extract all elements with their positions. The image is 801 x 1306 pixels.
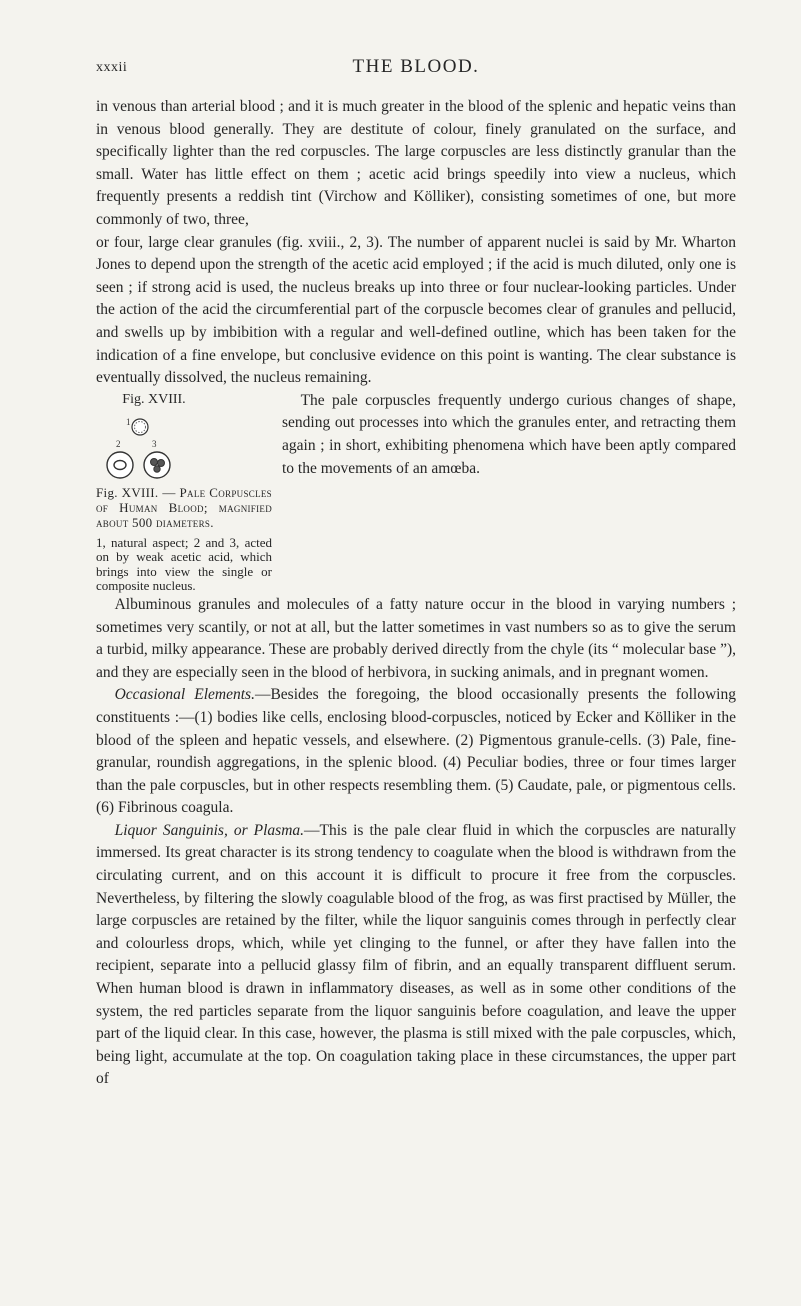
corpuscle-acid-composite xyxy=(144,452,170,478)
paragraph-2: or four, large clear granules (fig. xviii., 2, 3). The number of apparent nuclei is said by Mr. Wharton Jones to depend upon the strength of the acetic acid employed ; if the acid is much diluted, only one is seen ; if strong acid is used, the nucleus breaks up into three or four nuclear-looking particles. Under the action of the acid the circumferential part of the corpuscle becomes clear of granules and pellucid, and swells up by imbibition with a regular and well-defined outline, which has been taken for the indication of a fine envelope, but conclusive evidence on this point is wanting. The clear substance is eventually dissolved, the nucleus remaining. xyxy=(96,233,736,387)
corpuscle-drawing xyxy=(104,411,224,481)
figure-xviii xyxy=(96,393,272,594)
section-heading-liquor: Liquor Sanguinis, or Plasma. xyxy=(114,821,305,839)
marker-1: 1 xyxy=(126,416,131,427)
paragraph-5-text: —Besides the foregoing, the blood occasionally presents the following constituents :—(1) bodies like cells, enclosing blood-corpuscles, noticed by Ecker and Kölliker in the blood of the spleen and hepatic vessels, and elsewhere. (2) Pigmentous granule-cells. (3) Pale, fine-granular, roundish aggregations, in the splenic blood. (4) Peculiar bodies, three or four times larger than the pale corpuscles, but in other respects resembling them. (5) Caudate, pale, or pigmentous cells. (6) Fibrinous coagula. xyxy=(96,686,736,817)
paragraph-5 xyxy=(96,684,736,820)
figure-notes xyxy=(96,536,272,594)
figure-title xyxy=(96,485,272,530)
running-title: THE BLOOD. xyxy=(352,56,480,77)
composite-nucleus-1 xyxy=(151,458,158,465)
paragraph-3: The pale corpuscles frequently undergo curious changes of shape, sending out processes into which the granules enter, and retracting them again ; in short, exhibiting phenomena which have been aptly compared to the movements of an amœba. xyxy=(282,391,736,477)
marker-2: 2 xyxy=(116,438,121,449)
marker-3: 3 xyxy=(152,438,157,449)
figure-title-text: Pale Corpuscles of Human Blood; magnified about 500 diameters. xyxy=(96,484,272,530)
paragraph-4: Albuminous granules and molecules of a fatty nature occur in the blood in varying numbers ; sometimes very scantily, or not at all, but the latter sometimes in vast numbers so as to give the serum a turbid, milky appearance. These are probably derived directly from the chyle (its “ molecular base ”), and they are especially seen in the blood of herbivora, in sucking animals, and in pregnant women. xyxy=(96,595,736,681)
page-number: xxxii xyxy=(96,60,128,75)
figure-note-1: 1, natural aspect; 2 and 3, acted on by weak acetic acid, which brings into view the single or composite nucleus. xyxy=(96,534,272,594)
corpuscle-acid-single xyxy=(107,452,133,478)
figure-label: Fig. XVIII. xyxy=(122,391,186,407)
paragraph-6 xyxy=(96,820,736,1091)
section-heading-occasional: Occasional Elements. xyxy=(114,686,255,704)
composite-nucleus-2 xyxy=(158,459,165,466)
paragraph-6-text: —This is the pale clear fluid in which the corpuscles are naturally immersed. Its great character is its strong tendency to coagulate when the blood is withdrawn from the circulating current, and on this account it is difficult to procure it free from the corpuscles. Nevertheless, by filtering the slowly coagulable blood of the frog, as was first practised by Müller, the large corpuscles are retained by the filter, while the liquor sanguinis comes through in perfectly clear and colourless drops, which, while yet clinging to the funnel, or after they have fallen into the recipient, separate into a pellucid glassy film of fibrin, and an equally transparent diffluent serum. When human blood is drawn in inflammatory diseases, as well as in some other conditions of the system, the red particles separate from the liquor sanguinis before coagulation, and leave the upper part of the liquid clear. In this case, however, the plasma is still mixed with the pale corpuscles, which, being light, accumulate at the top. On coagulation taking place in these circumstances, the upper part of xyxy=(96,821,736,1088)
body-text xyxy=(96,96,736,1091)
figure-title-prefix: Fig. XVIII. — xyxy=(96,484,176,500)
page-header xyxy=(96,52,736,80)
paragraph-1: in venous than arterial blood ; and it is much greater in the blood of the splenic and hepatic veins than in venous blood generally. They are destitute of colour, finely granulated on the surface, and specifically lighter than the red corpuscles. The large corpuscles are less distinctly granular than the small. Water has little effect on them ; acetic acid brings speedily into view a nucleus, which frequently presents a reddish tint (Virchow and Kölliker), consisting sometimes of one, but more commonly of two, three, xyxy=(96,98,736,228)
composite-nucleus-3 xyxy=(154,465,160,471)
